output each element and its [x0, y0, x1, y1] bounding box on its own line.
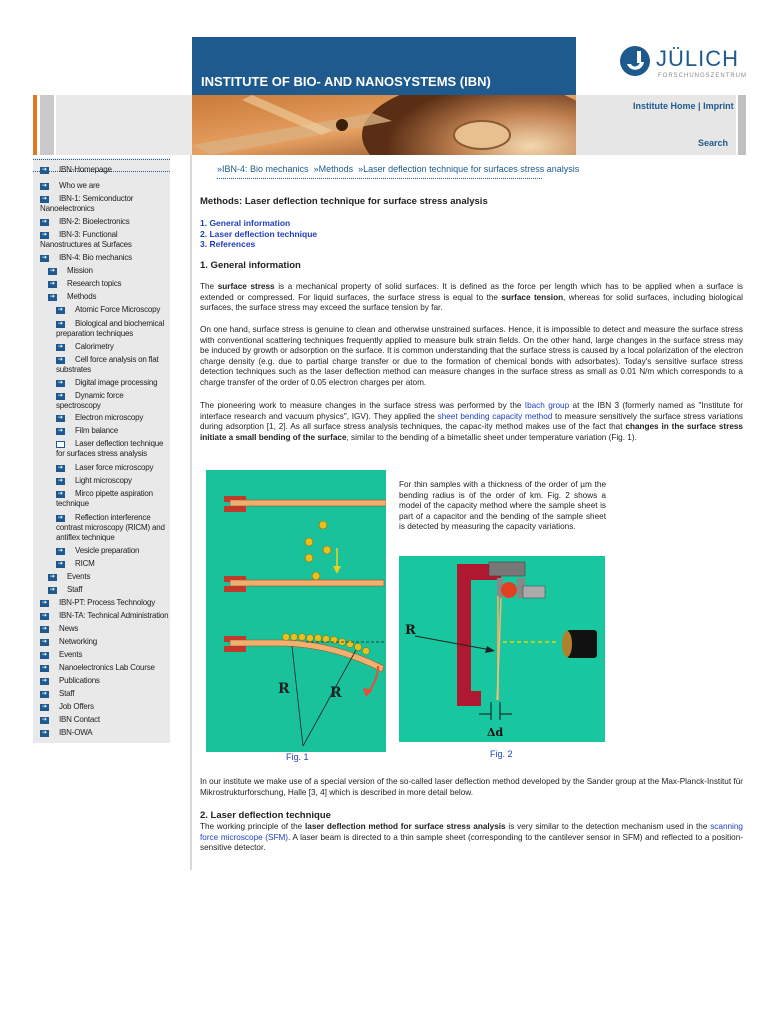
arrow-right-icon: ➔: [57, 307, 64, 313]
paragraph: [200, 822, 743, 854]
figure-label-r: R: [278, 681, 290, 697]
arrow-right-icon: ➔: [57, 478, 64, 484]
sidebar-item-label: Reflection interference contrast microscopy (RICM) and antiflex technique: [56, 513, 165, 542]
sidebar-item-label: Staff: [67, 585, 83, 594]
sidebar-item[interactable]: [56, 426, 170, 436]
arrow-right-icon: ➔: [49, 268, 56, 274]
arrow-right-icon: ➔: [57, 380, 64, 386]
section-heading: 1. General information: [200, 260, 301, 271]
sidebar-item[interactable]: [56, 342, 170, 352]
sidebar-item[interactable]: [40, 689, 170, 699]
arrow-right-icon: ➔: [41, 652, 48, 658]
sidebar-item[interactable]: [40, 663, 170, 673]
arrow-right-icon: ➔: [41, 196, 48, 202]
arrow-right-icon: ➔: [57, 515, 64, 521]
arrow-right-icon: ➔: [57, 491, 64, 497]
toc-link[interactable]: 2. Laser deflection technique: [200, 228, 318, 239]
sidebar-item-label: Mission: [67, 266, 93, 275]
sidebar-item-label: Publications: [59, 676, 100, 685]
header-divider: [40, 95, 54, 155]
header-right-bar: [738, 95, 746, 155]
paragraph: In our institute we make use of a special version of the so-called laser deflection method developed by the Sander group at the Max-Planck-Institut für Mikrostrukturforschung, Halle [3, 4] which is described in more detail below.: [200, 777, 743, 797]
sidebar-item-label: IBN-TA: Technical Administration: [59, 611, 169, 620]
arrow-right-icon: ➔: [41, 691, 48, 697]
arrow-right-icon: ➔: [57, 357, 64, 363]
arrow-right-icon: ➔: [57, 321, 64, 327]
sidebar-item[interactable]: [56, 476, 170, 486]
arrow-right-icon: ➔: [41, 219, 48, 225]
sidebar-item[interactable]: [48, 292, 170, 302]
sidebar-item[interactable]: [56, 463, 170, 473]
sidebar-item-label: IBN-4: Bio mechanics: [59, 253, 132, 262]
sidebar-item[interactable]: [56, 355, 170, 375]
paragraph: [200, 282, 743, 314]
sidebar-item[interactable]: [48, 266, 170, 276]
figure-label-r: R: [330, 685, 342, 701]
text: . A laser beam is directed to a thin sample sheet (corresponding to the cantilever sensor in SFM) and reflected to a position-sensitive detector.: [200, 832, 743, 852]
text: , whereas for solid surfaces, including biological surfaces, the surface stress may exceed the surface tension by far.: [200, 292, 743, 312]
sidebar-item-label: Methods: [67, 292, 97, 301]
arrow-right-icon: ➔: [49, 587, 56, 593]
arrow-right-icon: ➔: [57, 561, 64, 567]
sidebar-item[interactable]: [56, 513, 170, 543]
sidebar-item[interactable]: [56, 559, 170, 569]
header-left-panel: [56, 95, 192, 155]
breadcrumb-item[interactable]: »IBN-4: Bio mechanics: [217, 164, 309, 174]
arrow-right-icon: ➔: [41, 600, 48, 606]
sidebar-item-label: RICM: [75, 559, 95, 568]
sidebar-item-label: Vesicle preparation: [75, 546, 140, 555]
sidebar-item[interactable]: [40, 165, 170, 175]
arrow-right-icon: ➔: [41, 704, 48, 710]
arrow-right-icon: ➔: [41, 626, 48, 632]
text: is very similar to the detection mechanism used in the: [505, 822, 711, 831]
sidebar-item-label: IBN-1: Semiconductor Nanoelectronics: [40, 194, 134, 213]
header-photo: [192, 95, 576, 155]
link-separator: |: [698, 101, 701, 111]
text: to measure sensitively the surface stress variations during adsorption [1, 2]. As all surface stress analysis techniques, the capac-ity method makes use of the fact that: [200, 411, 744, 431]
sidebar-item-label: IBN-OWA: [59, 728, 93, 737]
page-title: Methods: Laser deflection technique for surface stress analysis: [200, 196, 488, 207]
arrow-right-icon: ➔: [57, 393, 64, 399]
sidebar-item[interactable]: [40, 624, 170, 634]
imprint-link[interactable]: Imprint: [703, 101, 734, 111]
logo-subtitle: FORSCHUNGSZENTRUM: [658, 73, 747, 79]
arrow-right-icon: ➔: [57, 548, 64, 554]
sidebar-item[interactable]: [48, 572, 170, 582]
arrow-right-icon: ➔: [57, 344, 64, 350]
sidebar-item[interactable]: [40, 598, 170, 608]
figure-caption: Fig. 1: [286, 752, 309, 762]
header-accent-bar: [33, 95, 37, 155]
bold-text: surface tension: [501, 292, 564, 302]
sidebar-item[interactable]: [56, 439, 170, 459]
ibach-group-link[interactable]: Ibach group: [524, 401, 570, 410]
sidebar-item[interactable]: [56, 305, 170, 315]
sidebar-item-label: Research topics: [67, 279, 122, 288]
sidebar-item[interactable]: [40, 181, 170, 191]
bold-text: changes in the surface stress initiate a small bending of the surface: [200, 422, 743, 442]
breadcrumb-item[interactable]: »Laser deflection technique for surfaces stress analysis: [358, 164, 580, 174]
sidebar-item-label: Staff: [59, 689, 75, 698]
sidebar-item-label: News: [59, 624, 79, 633]
section-heading: 2. Laser deflection technique: [200, 810, 331, 821]
text: The: [200, 282, 218, 291]
text: The pioneering work to measure changes in the surface stress was performed by the: [200, 401, 525, 410]
table-of-contents: [200, 218, 317, 250]
logo-wordmark: JÜLICH: [656, 46, 740, 71]
sidebar-item[interactable]: [56, 413, 170, 423]
content-divider: [190, 155, 192, 870]
bold-text: surface stress: [217, 282, 275, 291]
text: The working principle of the: [200, 822, 305, 831]
juelich-logo-icon[interactable]: [618, 44, 652, 83]
sidebar-item[interactable]: [56, 391, 170, 411]
sidebar-item[interactable]: [40, 217, 170, 227]
sheet-bending-link[interactable]: sheet bending capacity method: [437, 411, 553, 421]
sidebar-item[interactable]: [56, 546, 170, 556]
sidebar-item-label: Light microscopy: [75, 476, 132, 485]
sidebar-item-label: Calorimetry: [75, 342, 114, 351]
sidebar-item[interactable]: [40, 637, 170, 647]
sidebar-item-label: Nanoelectronics Lab Course: [59, 663, 155, 672]
breadcrumb-item[interactable]: »Methods: [313, 164, 354, 174]
sidebar-item-label: IBN-Homepage: [59, 165, 112, 174]
sidebar-item-label: Networking: [59, 637, 98, 646]
toc-link[interactable]: 1. General information: [200, 218, 291, 228]
sidebar-item-label: Mirco pipette aspiration technique: [56, 489, 153, 508]
sidebar-item-label: Digital image processing: [75, 378, 158, 387]
breadcrumb: [217, 164, 579, 174]
sidebar-item[interactable]: [40, 728, 170, 738]
figure-2: [399, 556, 605, 742]
sidebar-item-label: IBN-PT: Process Technology: [59, 598, 156, 607]
sidebar-item-label: Who we are: [59, 181, 100, 190]
sidebar-item-label: IBN Contact: [59, 715, 100, 724]
sidebar-item-label: IBN-2: Bioelectronics: [59, 217, 130, 226]
text: is a mechanical property of solid surfaces. It is defined as the force per length which has to be applied when a surface is extended or compressed. For liquid surfaces, the surface stress is equal to the: [200, 282, 744, 302]
sidebar-item[interactable]: [40, 715, 170, 725]
arrow-right-icon: ➔: [41, 717, 48, 723]
institute-home-link[interactable]: Institute Home: [633, 101, 696, 111]
sidebar-item-label: Film balance: [75, 426, 118, 435]
top-links: [633, 101, 734, 111]
sidebar-item[interactable]: [40, 676, 170, 686]
sidebar-item[interactable]: [56, 319, 170, 339]
sidebar-item[interactable]: [40, 194, 170, 214]
figure-label-delta-d: Δd: [487, 726, 504, 739]
arrow-right-icon: ➔: [57, 465, 64, 471]
sidebar-item-label: Dynamic force spectroscopy: [56, 391, 124, 410]
arrow-right-icon: ➔: [41, 613, 48, 619]
sidebar-divider: [33, 159, 170, 160]
sidebar-item[interactable]: [40, 611, 170, 621]
breadcrumb-underline: [217, 178, 542, 179]
arrow-right-icon: ➔: [41, 255, 48, 261]
arrow-right-icon: ➔: [41, 639, 48, 645]
arrow-right-icon: ➔: [49, 281, 56, 287]
text: at the IBN 3 (formerly named as "Institute for interface research and vacuum physics", IGV). They applied the: [200, 401, 743, 421]
toc-link[interactable]: 3. References: [200, 239, 256, 249]
arrow-right-icon: ➔: [41, 730, 48, 736]
sidebar-item-label: Laser force microscopy: [75, 463, 154, 472]
sidebar-item-label: Job Offers: [59, 702, 94, 711]
sidebar-item[interactable]: [56, 489, 170, 509]
arrow-right-icon: ➔: [41, 167, 48, 173]
arrow-right-icon: ➔: [41, 232, 48, 238]
sidebar-item-label: Events: [67, 572, 91, 581]
sidebar-item-label: Cell force analysis on flat substrates: [56, 355, 159, 374]
sidebar-item[interactable]: [40, 702, 170, 712]
figure-side-text: For thin samples with a thickness of the order of µm the bending radius is of the order of km. Fig. 2 shows a model of the capacity method where the sample sheet is part of a capacitor and the bending of the sample sheet is detected by measuring the capacity variations.: [399, 480, 606, 531]
sidebar-item[interactable]: [40, 253, 170, 263]
figure-label-r: R: [405, 623, 416, 638]
bold-text: laser deflection method for surface stress analysis: [305, 822, 506, 831]
arrow-right-icon: ➔: [57, 415, 64, 421]
sidebar-item[interactable]: [56, 378, 170, 388]
sidebar-item-label: IBN-3: Functional Nanostructures at Surfaces: [40, 230, 132, 249]
text: , similar to the bending of a bimetallic sheet under temperature variation (Fig. 1).: [346, 432, 637, 442]
paragraph: [200, 401, 743, 443]
paragraph: On one hand, surface stress is genuine to clean and otherwise unstrained surfaces. Hence, it is impossible to detect and measure the surface stress with conventional scattering techniques frequently applied to measure bulk strain fields. On the other hand, large changes in the surface stress may be induced by growth or adsorption on the surface. It is common understanding that the surface stress is caused by a local polarization of the electron charge density (e.g. due to partial charge transfer or due to the formation of chemical bonds with adsorbates). Today's sensitive surface stress detection techniques such as the laser deflection method can measure changes in the surface stress as small as 0.01 N/m which corresponds to a charge transfer of the order of 0.05 electron charges per atom.: [200, 325, 743, 387]
arrow-right-icon: ➔: [57, 428, 64, 434]
sidebar-item-label: Electron microscopy: [75, 413, 144, 422]
arrow-right-icon: [56, 441, 65, 448]
arrow-right-icon: ➔: [49, 574, 56, 580]
figure-1: [206, 470, 386, 752]
sidebar-item-label: Laser deflection technique for surfaces stress analysis: [56, 439, 164, 458]
sidebar-item[interactable]: [48, 585, 170, 595]
sidebar-item[interactable]: [48, 279, 170, 289]
sidebar-item-label: Biological and biochemical preparation techniques: [56, 319, 165, 338]
arrow-right-icon: ➔: [41, 183, 48, 189]
figure-caption: Fig. 2: [490, 749, 513, 759]
site-title: INSTITUTE OF BIO- AND NANOSYSTEMS (IBN): [201, 74, 491, 89]
sidebar-item[interactable]: [40, 650, 170, 660]
sidebar-item-label: Events: [59, 650, 83, 659]
arrow-right-icon: ➔: [41, 665, 48, 671]
sfm-link[interactable]: scanning force microscope (SFM): [200, 822, 743, 842]
arrow-right-icon: ➔: [41, 678, 48, 684]
sidebar-item-label: Atomic Force Microscopy: [75, 305, 161, 314]
search-link[interactable]: Search: [698, 138, 729, 148]
sidebar-item[interactable]: [40, 230, 170, 250]
arrow-right-icon: ➔: [49, 294, 56, 300]
